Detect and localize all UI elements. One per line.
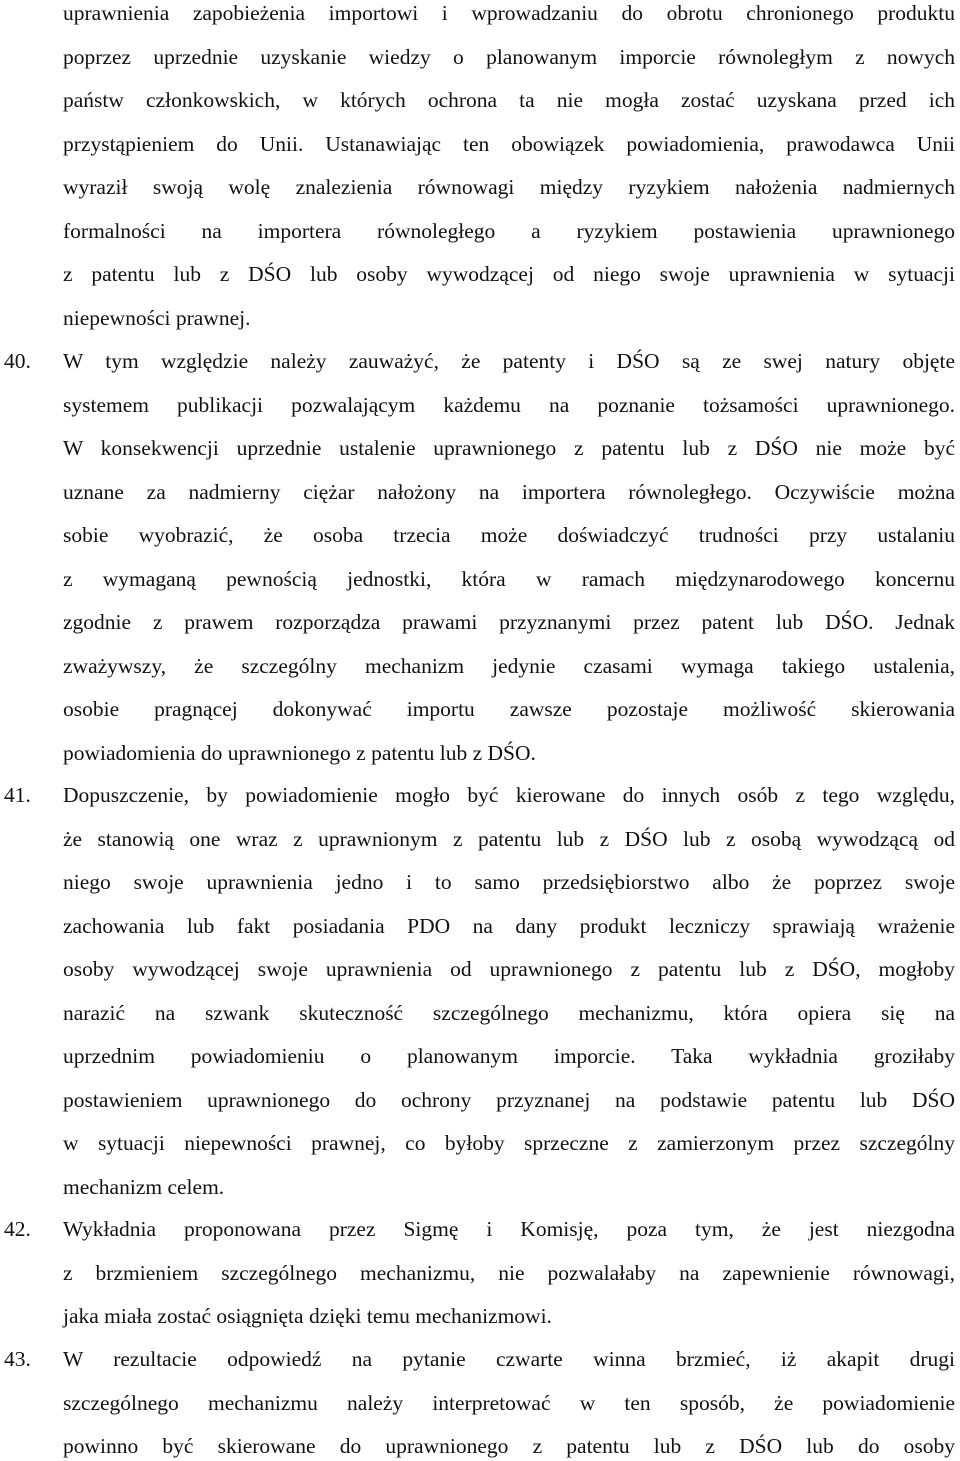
text-line: narazić na szwank skuteczność szczególnego mechanizmu, która opiera się na xyxy=(63,1000,955,1025)
paragraph-number: 42. xyxy=(4,1217,31,1241)
text-line: wyraził swoją wolę znalezienia równowagi między ryzykiem nałożenia nadmiernych xyxy=(63,175,955,199)
text-line: szczególnego mechanizmu należy interpretować w ten sposób, że powiadomienie xyxy=(63,1390,955,1415)
text-line: jaka miała zostać osiągnięta dzięki temu mechanizmowi. xyxy=(63,1304,552,1328)
text-line: systemem publikacji pozwalającym każdemu na poznanie tożsamości uprawnionego. xyxy=(63,392,955,417)
text-line: postawieniem uprawnionego do ochrony przyznanej na podstawie patentu lub DŚO xyxy=(63,1087,955,1112)
paragraph-number: 40. xyxy=(4,349,31,373)
text-line: z wymaganą pewnością jednostki, która w ramach międzynarodowego koncernu xyxy=(63,566,955,591)
text-line: Dopuszczenie, by powiadomienie mogło być kierowane do innych osób z tego względu, xyxy=(63,783,955,807)
text-line: powiadomienia do uprawnionego z patentu lub z DŚO. xyxy=(63,740,536,765)
text-line: mechanizm celem. xyxy=(63,1174,225,1199)
text-line: niego swoje uprawnienia jedno i to samo przedsiębiorstwo albo że poprzez swoje xyxy=(63,870,955,894)
text-line: formalności na importera równoległego a ryzykiem postawienia uprawnionego xyxy=(63,218,955,243)
text-line: z patentu lub z DŚO lub osoby wywodzącej od niego swoje uprawnienia w sytuacji xyxy=(63,262,955,286)
text-line: W tym względzie należy zauważyć, że patenty i DŚO są ze swej natury objęte xyxy=(63,349,955,373)
text-line: Wykładnia proponowana przez Sigmę i Komisję, poza tym, że jest niezgodna xyxy=(63,1217,955,1241)
paragraph-number: 43. xyxy=(4,1347,31,1371)
text-line: w sytuacji niepewności prawnej, co byłoby sprzeczne z zamierzonym przez szczególny xyxy=(63,1131,955,1155)
text-line: państw członkowskich, w których ochrona ta nie mogła zostać uzyskana przed ich xyxy=(63,88,955,112)
text-line: niepewności prawnej. xyxy=(63,305,251,330)
text-line: że stanowią one wraz z uprawnionym z patentu lub z DŚO lub z osobą wywodzącą od xyxy=(63,826,955,851)
text-line: zachowania lub fakt posiadania PDO na dany produkt leczniczy sprawiają wrażenie xyxy=(63,913,955,938)
text-line: uprzednim powiadomieniu o planowanym imporcie. Taka wykładnia groziłaby xyxy=(63,1044,955,1068)
text-line: powinno być skierowane do uprawnionego z patentu lub z DŚO lub do osoby xyxy=(63,1434,955,1458)
text-line: W konsekwencji uprzednie ustalenie uprawnionego z patentu lub z DŚO nie może być xyxy=(63,436,955,460)
text-line: z brzmieniem szczególnego mechanizmu, nie pozwalałaby na zapewnienie równowagi, xyxy=(63,1260,955,1285)
text-line: osobie pragnącej dokonywać importu zawsze pozostaje możliwość skierowania xyxy=(63,697,955,721)
text-line: zważywszy, że szczególny mechanizm jedynie czasami wymaga takiego ustalenia, xyxy=(63,653,955,678)
text-line: W rezultacie odpowiedź na pytanie czwarte winna brzmieć, iż akapit drugi xyxy=(63,1347,955,1371)
paragraph-number: 41. xyxy=(4,783,31,807)
text-line: poprzez uprzednie uzyskanie wiedzy o planowanym imporcie równoległym z nowych xyxy=(63,44,955,69)
text-line: przystąpieniem do Unii. Ustanawiając ten obowiązek powiadomienia, prawodawca Unii xyxy=(63,131,955,156)
text-line: zgodnie z prawem rozporządza prawami przyznanymi przez patent lub DŚO. Jednak xyxy=(63,610,955,634)
text-line: osoby wywodzącej swoje uprawnienia od uprawnionego z patentu lub z DŚO, mogłoby xyxy=(63,957,955,981)
text-line: uznane za nadmierny ciężar nałożony na importera równoległego. Oczywiście można xyxy=(63,479,955,504)
text-line: uprawnienia zapobieżenia importowi i wprowadzaniu do obrotu chronionego produktu xyxy=(63,1,955,25)
text-line: sobie wyobrazić, że osoba trzecia może doświadczyć trudności przy ustalaniu xyxy=(63,523,955,547)
